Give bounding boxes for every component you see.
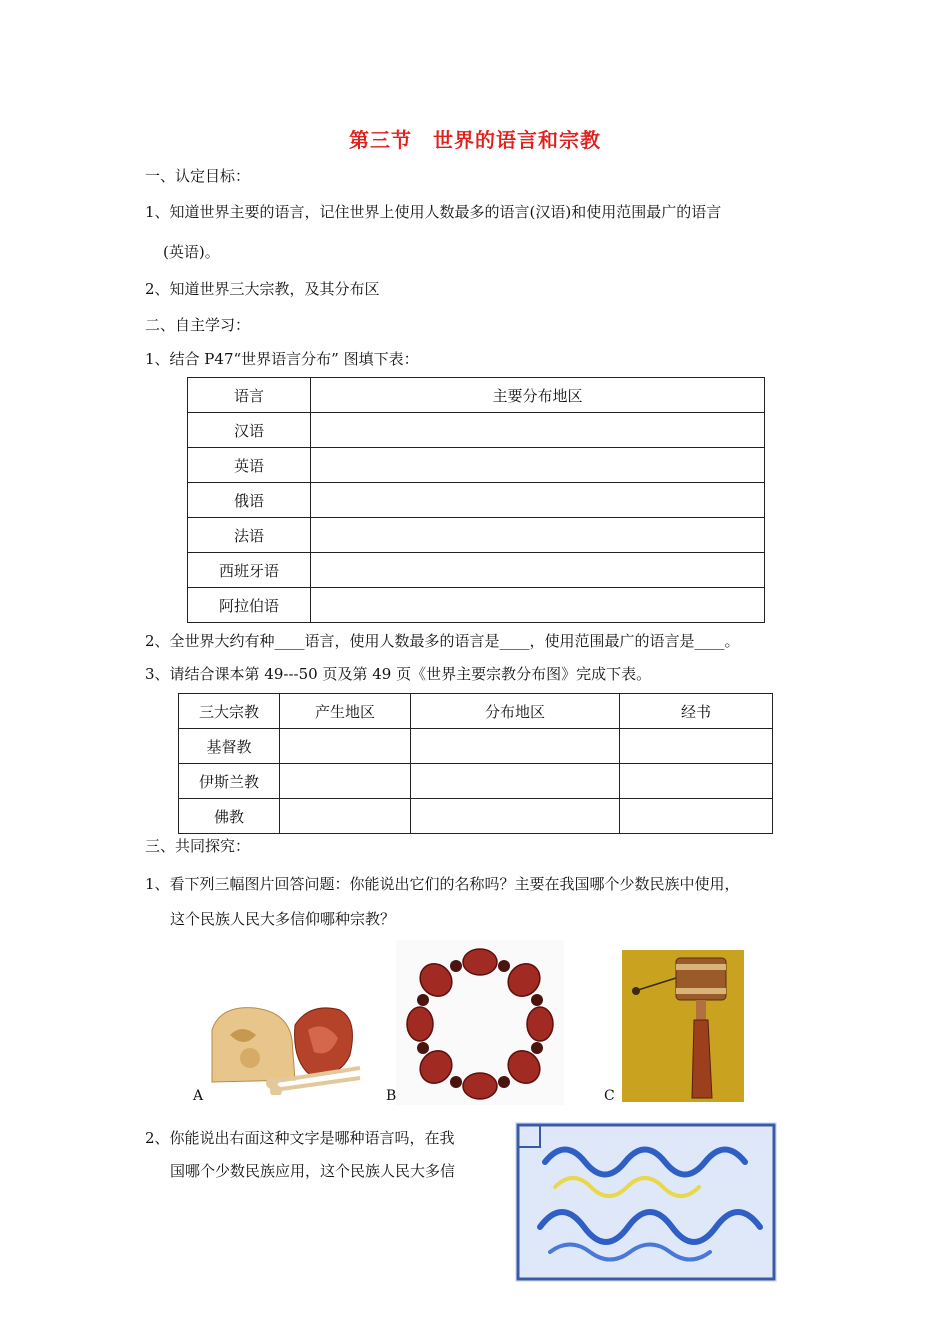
answer-cell[interactable] xyxy=(280,764,411,799)
section-3-heading: 三、共同探究： xyxy=(145,837,251,855)
answer-cell[interactable] xyxy=(311,483,765,518)
section-2-heading: 二、自主学习： xyxy=(145,316,251,334)
answer-cell[interactable] xyxy=(411,799,620,834)
table-header: 分布地区 xyxy=(411,694,620,729)
religion-cell: 基督教 xyxy=(179,729,280,764)
question-2-3: 3、请结合课本第 49---50 页及第 49 页《世界主要宗教分布图》完成下表。 xyxy=(145,665,652,683)
goal-1-line-1: 1、知道世界主要的语言，记住世界上使用人数最多的语言(汉语)和使用范围最广的语言 xyxy=(145,203,722,221)
language-table xyxy=(187,377,765,623)
table-header: 经书 xyxy=(620,694,773,729)
religion-cell: 伊斯兰教 xyxy=(179,764,280,799)
religion-table xyxy=(178,693,773,834)
answer-cell[interactable] xyxy=(620,764,773,799)
table-header: 三大宗教 xyxy=(179,694,280,729)
answer-cell[interactable] xyxy=(311,448,765,483)
section-1-heading: 一、认定目标： xyxy=(145,167,251,185)
caption-a: A xyxy=(193,1088,204,1104)
question-3-2-line-1: 2、你能说出右面这种文字是哪种语言吗，在我 xyxy=(145,1129,455,1147)
prayer-wheel-image xyxy=(622,950,744,1102)
answer-cell[interactable] xyxy=(311,588,765,623)
answer-cell[interactable] xyxy=(411,764,620,799)
language-cell: 阿拉伯语 xyxy=(188,588,311,623)
caption-b: B xyxy=(386,1088,397,1104)
answer-cell[interactable] xyxy=(311,553,765,588)
answer-cell[interactable] xyxy=(280,799,411,834)
answer-cell[interactable] xyxy=(411,729,620,764)
page-title: 第三节 世界的语言和宗教 xyxy=(349,128,601,152)
language-cell: 俄语 xyxy=(188,483,311,518)
table-header: 产生地区 xyxy=(280,694,411,729)
prayer-beads-image xyxy=(396,940,564,1105)
question-2-2: 2、全世界大约有种____语言，使用人数最多的语言是____，使用范围最广的语言是____。 xyxy=(145,632,740,650)
answer-cell[interactable] xyxy=(620,799,773,834)
caption-c: C xyxy=(604,1088,615,1104)
carved-instrument-image xyxy=(200,1000,370,1095)
language-cell: 汉语 xyxy=(188,413,311,448)
question-3-2-line-2: 国哪个少数民族应用，这个民族人民大多信 xyxy=(170,1162,456,1180)
answer-cell[interactable] xyxy=(280,729,411,764)
table-header: 主要分布地区 xyxy=(311,378,765,413)
goal-1-line-2: (英语)。 xyxy=(163,243,220,261)
goal-2: 2、知道世界三大宗教，及其分布区 xyxy=(145,280,380,298)
arabic-calligraphy-image xyxy=(515,1122,777,1282)
question-2-1: 1、结合 P47“世界语言分布” 图填下表： xyxy=(145,350,419,368)
religion-cell: 佛教 xyxy=(179,799,280,834)
table-header: 语言 xyxy=(188,378,311,413)
question-3-1-line-1: 1、看下列三幅图片回答问题：你能说出它们的名称吗？主要在我国哪个少数民族中使用， xyxy=(145,875,740,893)
answer-cell[interactable] xyxy=(311,413,765,448)
language-cell: 西班牙语 xyxy=(188,553,311,588)
answer-cell[interactable] xyxy=(620,729,773,764)
language-cell: 法语 xyxy=(188,518,311,553)
question-3-1-line-2: 这个民族人民大多信仰哪种宗教？ xyxy=(170,910,396,928)
language-cell: 英语 xyxy=(188,448,311,483)
answer-cell[interactable] xyxy=(311,518,765,553)
